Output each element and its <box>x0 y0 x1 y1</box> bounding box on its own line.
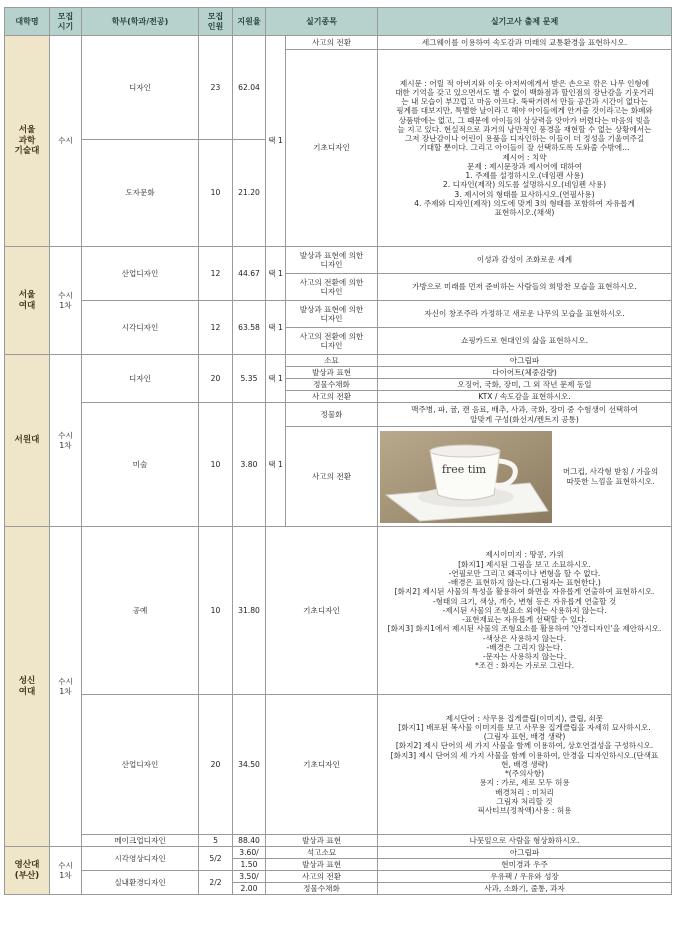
university-cell: 서원대 <box>5 355 50 527</box>
problem-cell: 제시이미지 : 땅콩, 가위 [화지1] 제시된 그림을 보고 소묘하시오. -연필로만 그리고 왜곡이나 변형을 할 수 없다. -배경은 표현하지 않는다.(그림자는 표현한다.) [화지2] 제시된 사물의 특성을 활용하여 화면을 자유롭게 연출하여 표현하시오. -형태의 크기, 색상, 개수, 변형 등은 자유롭게 연출할 것 -제시된 사물의 조형요소 외에는 사용하지 않는다. -표현재료는 자유롭게 선택할 수 있다. [화지3] 화지1에서 제시된 사물의 조형요소를 활용하여 '안경디자인'을 제안하시오. -색상은 사용하지 않는다. -배경은 그리지 않는다. -문자는 사용하지 않는다. *조건 : 화지는 가로로 그린다. <box>378 527 672 695</box>
quota-cell: 20 <box>199 355 233 403</box>
problem-cell: 이성과 감성이 조화로운 세계 <box>378 247 672 274</box>
period-cell: 수시 1차 <box>50 247 82 355</box>
period-cell: 수시 1차 <box>50 355 82 527</box>
choice-cell: 택 1 <box>266 247 286 301</box>
ratio-cell: 44.67 <box>233 247 266 301</box>
ratio-cell: 34.50 <box>233 695 266 835</box>
table-row <box>5 835 672 847</box>
problem-cell: 제시단어 : 사무용 집게클립(이미지), 클립, 쇠못 [화지1] 배포된 복사물 이미지를 보고 사무용 집게클립을 자세히 묘사하시오. (그림자 표현, 배경 생략) [화지2] 제시 단어의 세 가지 사물을 함께 이용하여, 상호연결성을 구성하시오. [화지3] 제시 단어의 세 가지 사물을 함께 이용하여, 안경을 디자인하시오.(단색표 현, 배경 생략) *(주의사항) 용지 : 가로, 세로 모두 허용 배경처리 : 미처리 그림자 처리할 것 픽사티브(정착액)사용 : 허용 <box>378 695 672 835</box>
quota-cell: 10 <box>199 403 233 527</box>
ratio-cell: 3.60/ <box>233 847 266 859</box>
problem-cell: 자신이 창조주라 가정하고 새로운 나무의 모습을 표현하시오. <box>378 301 672 328</box>
ratio-cell: 88.40 <box>233 835 266 847</box>
subject-cell: 발상과 표현 <box>286 367 378 379</box>
problem-cell: 사과, 소화기, 줄통, 과자 <box>378 883 672 895</box>
entrance-exam-table <box>4 7 672 895</box>
ratio-cell: 31.80 <box>233 527 266 695</box>
quota-cell: 12 <box>199 301 233 355</box>
ratio-cell: 1.50 <box>233 859 266 871</box>
problem-cell: 아그립파 <box>378 847 672 859</box>
department-cell: 시각영상디자인 <box>82 847 199 871</box>
quota-cell: 20 <box>199 695 233 835</box>
ratio-cell: 2.00 <box>233 883 266 895</box>
table-row <box>5 301 672 328</box>
ratio-cell: 3.80 <box>233 403 266 527</box>
header-university: 대학명 <box>5 8 50 36</box>
department-cell: 산업디자인 <box>82 247 199 301</box>
problem-cell <box>378 427 672 527</box>
quota-cell: 5 <box>199 835 233 847</box>
problem-cell: KTX / 속도감을 표현하시오. <box>378 391 672 403</box>
table-row <box>5 36 672 50</box>
subject-cell: 사고의 전환 <box>266 871 378 883</box>
quota-cell: 10 <box>199 527 233 695</box>
header-subject: 실기종목 <box>266 8 378 36</box>
subject-cell: 사고의 전환 <box>286 391 378 403</box>
choice-cell: 택 1 <box>266 403 286 527</box>
ratio-cell: 5.35 <box>233 355 266 403</box>
quota-cell: 23 <box>199 36 233 140</box>
problem-cell: 쇼핑카드로 현대인의 삶을 표현하시오. <box>378 328 672 355</box>
header-period: 모집 시기 <box>50 8 82 36</box>
subject-cell: 사고의 전환 <box>286 427 378 527</box>
mug-photo <box>380 431 552 523</box>
subject-cell: 발상과 표현 <box>266 835 378 847</box>
department-cell: 디자인 <box>82 36 199 140</box>
department-cell: 산업디자인 <box>82 695 199 835</box>
subject-cell: 사고의 전환 <box>286 36 378 50</box>
problem-cell: 맥주병, 파, 귤, 캔 음료, 배추, 사과, 국화, 장미 중 수험생이 선택하여 알맞게 구성(화선지/켄트지 공통) <box>378 403 672 427</box>
table-row <box>5 247 672 274</box>
subject-cell: 발상과 표현 <box>266 859 378 871</box>
header-ratio: 지원율 <box>233 8 266 36</box>
problem-cell: 오징어, 국화, 장미, 그 외 작년 문제 동일 <box>378 379 672 391</box>
table-row <box>5 527 672 695</box>
ratio-cell: 62.04 <box>233 36 266 140</box>
choice-cell: 택 1 <box>266 355 286 403</box>
period-cell: 수시 1차 <box>50 847 82 895</box>
department-cell: 디자인 <box>82 355 199 403</box>
problem-cell: 아그립파 <box>378 355 672 367</box>
header-row <box>5 8 672 36</box>
table-row <box>5 355 672 367</box>
quota-cell: 2/2 <box>199 871 233 895</box>
header-department: 학부(학과/전공) <box>82 8 199 36</box>
problem-cell: 제시문 : 어릴 적 아버지와 이웃 아저씨에게서 받은 손으로 깎은 나무 인형에 대한 기억을 갖고 있으면서도 별 수 없이 백화점과 할인점의 장난감을 기웃거리 는 내 모습이 부끄럽고 마음 아프다. 뚝딱거려서 만들 공간과 시간이 없다는 핑계를 대보지만, 특별한 날이라고 해야 아이들에게 안겨줄 것이라고는 화폐와 상품밖에는 없고, 그 때문에 아이들의 상상력을 앗아가 버렸다는 마음의 빚을 늘 지고 있다. 현실적으로 과거의 낭만적인 풍경을 재현할 수 없는 상황에서는 그저 장난감이나 어린이 용품을 디자인하는 이들이 더 정성을 기울여주길 기대할 뿐이다. 그리고 아이들이 잘 선택하도록 도와줄 수밖에… 제시어 : 치약 문제 : 제시문장과 제시어에 대하여 1. 주제를 설정하시오.(네임펜 사용) 2. 디자인(제작) 의도를 설명하시오.(네임펜 사용) 3. 제시어의 형태를 묘사하시오.(연필사용) 4. 주제와 디자인(제작) 의도에 맞게 3의 형태를 포함하여 자유롭게 표현하시오.(채색) <box>378 50 672 247</box>
department-cell: 시각디자인 <box>82 301 199 355</box>
problem-cell: 세그웨이를 이용하여 속도감과 미래의 교통환경을 표현하시오. <box>378 36 672 50</box>
subject-cell: 소묘 <box>286 355 378 367</box>
subject-cell: 발상과 표현에 의한 디자인 <box>286 247 378 274</box>
problem-cell: 현미경과 우주 <box>378 859 672 871</box>
quota-cell: 5/2 <box>199 847 233 871</box>
header-quota: 모집 인원 <box>199 8 233 36</box>
university-cell: 성신 여대 <box>5 527 50 847</box>
subject-cell: 정물수채화 <box>266 883 378 895</box>
table-row <box>5 403 672 427</box>
problem-cell: 다이어트(체중감량) <box>378 367 672 379</box>
period-cell: 수시 1차 <box>50 527 82 847</box>
choice-cell: 택 1 <box>266 301 286 355</box>
header-problem: 실기고사 출제 문제 <box>378 8 672 36</box>
problem-cell: 우유팩 / 우유와 성장 <box>378 871 672 883</box>
subject-cell: 기초디자인 <box>266 695 378 835</box>
subject-cell: 정물화 <box>286 403 378 427</box>
university-cell: 영산대 (부산) <box>5 847 50 895</box>
department-cell: 메이크업디자인 <box>82 835 199 847</box>
subject-cell: 기초디자인 <box>266 527 378 695</box>
table-row <box>5 695 672 835</box>
quota-cell: 12 <box>199 247 233 301</box>
ratio-cell: 63.58 <box>233 301 266 355</box>
table-row <box>5 847 672 859</box>
mug-lettering: free tim <box>441 462 487 476</box>
subject-cell: 기초디자인 <box>286 50 378 247</box>
department-cell: 미술 <box>82 403 199 527</box>
department-cell: 도자문화 <box>82 140 199 247</box>
choice-cell: 택 1 <box>266 36 286 247</box>
subject-cell: 석고소묘 <box>266 847 378 859</box>
problem-text: 머그컵, 사각형 받침 / 가을의 따뜻한 느낌을 표현하시오. <box>562 467 659 486</box>
quota-cell: 10 <box>199 140 233 247</box>
university-cell: 서울 여대 <box>5 247 50 355</box>
university-cell: 서울 과학 기술대 <box>5 36 50 247</box>
department-cell: 실내환경디자인 <box>82 871 199 895</box>
subject-cell: 사고의 전환에 의한 디자인 <box>286 274 378 301</box>
problem-cell: 가방으로 미래를 먼저 준비하는 사람들의 희망찬 모습을 표현하시오. <box>378 274 672 301</box>
subject-cell: 발상과 표현에 의한 디자인 <box>286 301 378 328</box>
mug-rim <box>430 445 500 457</box>
subject-cell: 정물수채화 <box>286 379 378 391</box>
problem-cell: 나뭇잎으로 사람을 형상화하시오. <box>378 835 672 847</box>
period-cell: 수시 <box>50 36 82 247</box>
table-row <box>5 871 672 883</box>
department-cell: 공예 <box>82 527 199 695</box>
ratio-cell: 3.50/ <box>233 871 266 883</box>
ratio-cell: 21.20 <box>233 140 266 247</box>
subject-cell: 사고의 전환에 의한 디자인 <box>286 328 378 355</box>
